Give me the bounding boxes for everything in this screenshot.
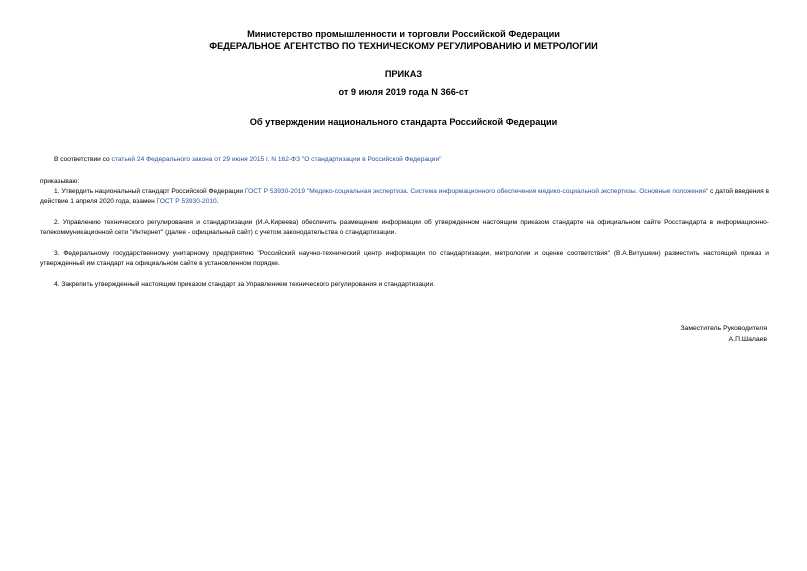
item-1-text-middle: с датой введения в действие 1 апреля 2020 года, взамен xyxy=(40,188,769,205)
item-4-paragraph: 4. Закрепить утвержденный настоящим приказом стандарт за Управлением технического регулирования и стандартизации. xyxy=(54,281,435,288)
federal-law-link[interactable]: статьей 24 Федерального закона от 29 июня 2015 г. N 162-ФЗ "О стандартизации в Российской Федерации" xyxy=(111,156,442,163)
standard-2010-link[interactable]: ГОСТ Р 53930-2010 xyxy=(156,198,217,205)
item-2-paragraph: 2. Управлению технического регулирования и стандартизации (И.А.Киреева) обеспечить размещение информации об утвержденном настоящим приказом стандарте на официальном сайте Росстандарта в информационно-телекоммуникационной сети "Интернет" (далее - официальный сайт) с учетом законодательства о стандартизации. xyxy=(40,219,769,236)
order-word: приказываю: xyxy=(40,178,80,185)
item-1-text: 1. Утвердить национальный стандарт Российской Федерации xyxy=(54,188,245,195)
standard-2019-link[interactable]: ГОСТ Р 53930-2019 "Медико-социальная экспертиза. Система информационного обеспечения медико-социальной экспертизы. Основные положения" xyxy=(244,188,709,195)
ministry-title: Министерство промышленности и торговли Российской Федерации xyxy=(247,29,560,39)
document-type: ПРИКАЗ xyxy=(384,69,423,79)
item-1-paragraph xyxy=(40,187,769,207)
preamble-paragraph xyxy=(40,155,769,165)
document-date-number: от 9 июля 2019 года N 366-ст xyxy=(338,87,469,97)
signature-name: А.П.Шалаев xyxy=(728,336,767,343)
preamble-text: В соответствии со xyxy=(54,156,112,163)
item-3-paragraph: 3. Федеральному государственному унитарному предприятию "Российский научно-технический центр информации по стандартизации, метрологии и оценке соответствия" (В.А.Витушкин) разместить настоящий приказ и утвержденный им стандарт на официальном сайте в установленном порядке. xyxy=(40,250,769,267)
agency-title: ФЕДЕРАЛЬНОЕ АГЕНТСТВО ПО ТЕХНИЧЕСКОМУ РЕГУЛИРОВАНИЮ И МЕТРОЛОГИИ xyxy=(209,41,598,51)
document-subject: Об утверждении национального стандарта Российской Федерации xyxy=(249,117,558,127)
signature-position: Заместитель Руководителя xyxy=(680,325,767,332)
item-1-text-end: . xyxy=(216,198,219,205)
